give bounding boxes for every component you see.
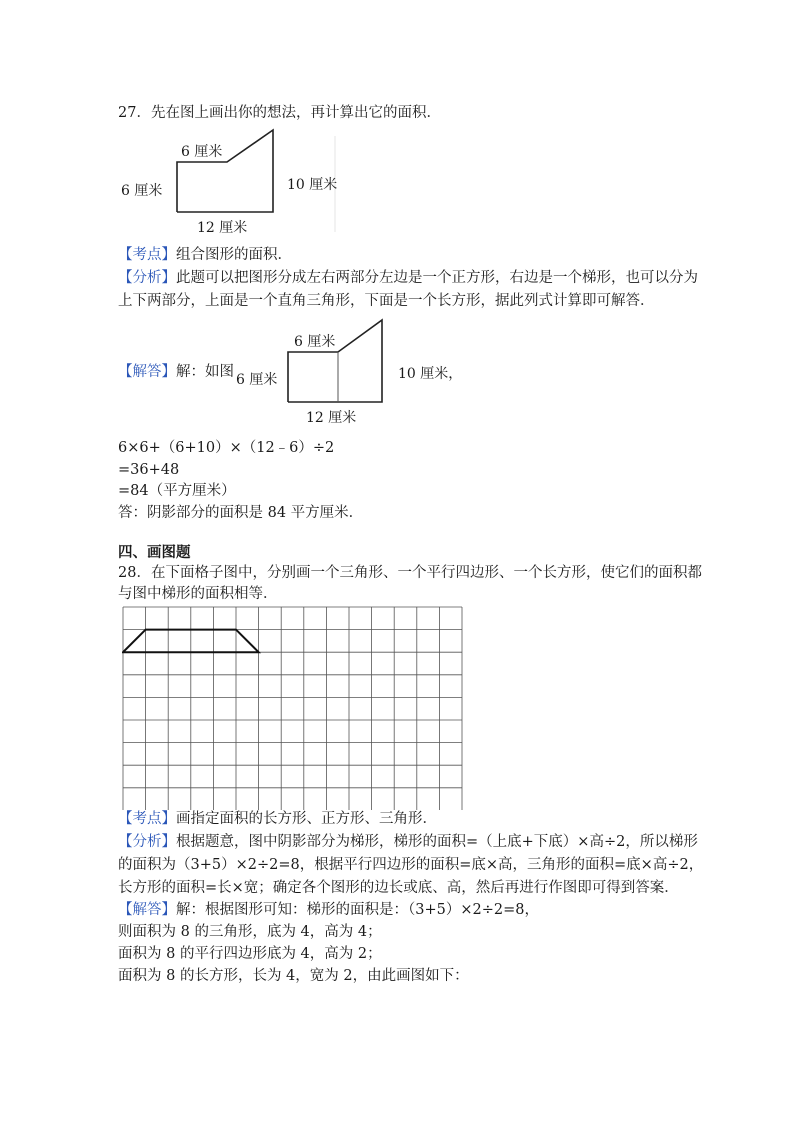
section-title: 四、画图题 — [118, 544, 191, 561]
fenxi-text-1: 根据题意，图中阴影部分为梯形，梯形的面积=（上底+下底）×高÷2，所以梯形 — [176, 834, 698, 850]
kaodian-text: 画指定面积的长方形、正方形、三角形． — [176, 811, 437, 827]
kaodian-text: 组合图形的面积． — [176, 247, 292, 263]
q28-title-2: 与图中梯形的面积相等． — [118, 586, 278, 602]
q27-solution-figure — [232, 314, 472, 429]
q27-kaodian — [118, 245, 292, 265]
label-bottom: 12 厘米 — [197, 220, 248, 236]
q28-fenxi-2: 的面积为（3+5）×2÷2=8，根据平行四边形的面积=底×高，三角形的面积=底×高÷2， — [118, 857, 704, 873]
q28-title-1: 28．在下面格子图中，分别画一个三角形、一个平行四边形、一个长方形，使它们的面积都 — [118, 565, 702, 581]
solution-line-1: 则面积为 8 的三角形，底为 4，高为 4； — [118, 924, 382, 940]
calc-line-3: =84（平方厘米） — [118, 483, 236, 499]
label-left: 6 厘米 — [236, 372, 278, 388]
solution-line-2: 面积为 8 的平行四边形底为 4，高为 2； — [118, 946, 382, 962]
label-top: 6 厘米 — [181, 144, 223, 160]
calc-line-1: 6×6+（6+10）×（12﹣6）÷2 — [118, 440, 335, 456]
q28-fenxi-1 — [118, 832, 698, 852]
kaodian-tag: 【考点】 — [118, 247, 176, 263]
composite-shape-outline — [177, 130, 273, 212]
jieda-text: 解：根据图形可知：梯形的面积是：（3+5）×2÷2=8， — [176, 902, 539, 918]
q28-jieda — [118, 900, 539, 920]
q28-kaodian — [118, 809, 437, 829]
kaodian-tag: 【考点】 — [118, 811, 176, 827]
label-left: 6 厘米 — [121, 183, 163, 199]
q27-jieda — [118, 362, 234, 382]
q28-grid — [122, 606, 468, 810]
answer-line: 答：阴影部分的面积是 84 平方厘米． — [118, 505, 364, 521]
q27-figure — [115, 128, 355, 236]
q27-title: 27．先在图上画出你的想法，再计算出它的面积． — [118, 105, 441, 121]
fenxi-text-1: 此题可以把图形分成左右两部分左边是一个正方形，右边是一个梯形，也可以分为 — [176, 270, 698, 286]
jieda-tag: 【解答】 — [118, 902, 176, 918]
calc-line-2: =36+48 — [118, 462, 180, 478]
jieda-text: 解：如图 — [176, 364, 234, 380]
label-right: 10 厘米 — [287, 177, 338, 193]
label-right: 10 厘米， — [398, 366, 463, 382]
solution-shape-outline — [288, 320, 382, 402]
jieda-tag: 【解答】 — [118, 364, 176, 380]
solution-line-3: 面积为 8 的长方形，长为 4，宽为 2，由此画图如下： — [118, 968, 469, 984]
label-top: 6 厘米 — [294, 334, 336, 350]
q28-fenxi-3: 长方形的面积=长×宽；确定各个图形的边长或底、高，然后再进行作图即可得到答案． — [118, 880, 679, 896]
q27-fenxi-1 — [118, 268, 698, 288]
label-bottom: 12 厘米 — [306, 410, 357, 426]
fenxi-tag: 【分析】 — [118, 270, 176, 286]
q27-fenxi-2: 上下两部分，上面是一个直角三角形，下面是一个长方形，据此列式计算即可解答． — [118, 293, 655, 309]
fenxi-tag: 【分析】 — [118, 834, 176, 850]
